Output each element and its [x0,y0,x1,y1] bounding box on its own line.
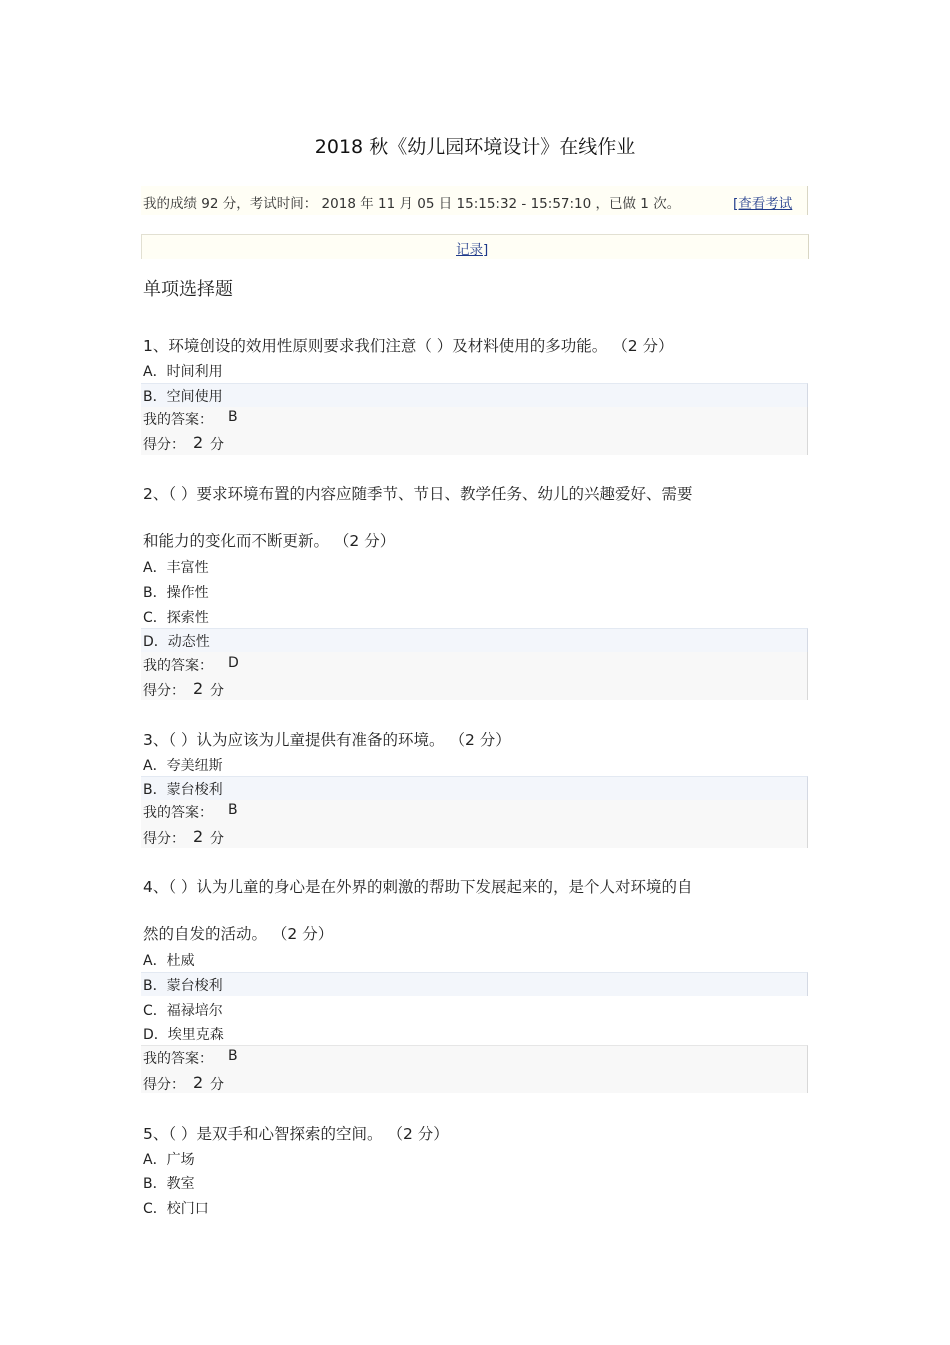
question-1-score-value: 2 [193,433,204,452]
question-2-option-a: A．丰富性 [143,560,209,576]
question-2-option-c: C．探索性 [143,610,209,626]
question-4-score-label: 得分： [143,1077,185,1093]
question-4-score-unit: 分 [210,1077,224,1093]
question-1-option-b: B．空间使用 [143,389,223,405]
question-1-text: 1、环境创设的效用性原则要求我们注意（ ）及材料使用的多功能。 （2 分） [143,337,674,355]
question-3-score-value: 2 [193,827,204,846]
question-1-answer-box [141,407,808,455]
question-5-text: 5、（ ）是双手和心智探索的空间。 （2 分） [143,1125,449,1143]
question-2-my-answer: D [228,655,239,671]
question-1-answer-label: 我的答案： [143,412,213,428]
question-4-selected-highlight [141,972,808,996]
question-5-option-b: B．教室 [143,1176,195,1192]
question-4-text-line1: 4、（ ）认为儿童的身心是在外界的刺激的帮助下发展起来的，是个人对环境的自 [143,878,693,896]
question-3-selected-highlight [141,776,808,801]
question-2-score-unit: 分 [210,683,224,699]
view-exam-records-link[interactable]: [查看考试 [733,196,793,212]
view-exam-records-link-continued[interactable]: 记录] [456,242,489,258]
question-4-option-a: A．杜威 [143,953,195,969]
question-3-score-label: 得分： [143,831,185,847]
question-4-option-c: C．福禄培尔 [143,1003,223,1019]
question-3-option-b: B．蒙台梭利 [143,782,223,798]
question-2-option-b: B．操作性 [143,585,209,601]
question-3-answer-label: 我的答案： [143,805,213,821]
section-heading: 单项选择题 [143,279,233,300]
question-2-text-line1: 2、（ ）要求环境布置的内容应随季节、节日、教学任务、幼儿的兴趣爱好、需要 [143,485,693,503]
question-4-text-line2: 然的自发的活动。 （2 分） [143,925,334,943]
score-info-text: 我的成绩 92 分，考试时间： 2018 年 11 月 05 日 15:15:32 - 15:57:10 ，已做 1 次。 [143,196,681,212]
question-1-score-label: 得分： [143,437,185,453]
question-5-option-a: A．广场 [143,1152,195,1168]
question-4-option-d: D．埃里克森 [143,1027,224,1043]
question-2-option-d: D．动态性 [143,634,210,650]
question-3-my-answer: B [228,802,238,818]
question-4-my-answer: B [228,1048,238,1064]
question-2-text-line2: 和能力的变化而不断更新。 （2 分） [143,532,396,550]
question-2-answer-box [141,652,808,700]
question-1-option-a: A．时间利用 [143,364,223,380]
page-title: 2018 秋《幼儿园环境设计》在线作业 [314,136,636,158]
question-4-answer-label: 我的答案： [143,1051,213,1067]
question-4-option-b: B．蒙台梭利 [143,978,223,994]
question-3-text: 3、（ ）认为应该为儿童提供有准备的环境。 （2 分） [143,731,511,749]
question-3-option-a: A．夸美纽斯 [143,758,223,774]
question-4-score-value: 2 [193,1073,204,1092]
question-1-selected-highlight [141,383,808,408]
question-3-score-unit: 分 [210,831,224,847]
question-3-answer-box [141,800,808,848]
question-2-selected-highlight [141,628,808,653]
question-1-score-unit: 分 [210,437,224,453]
question-2-score-label: 得分： [143,683,185,699]
question-2-answer-label: 我的答案： [143,658,213,674]
question-4-answer-box [141,1045,808,1093]
question-1-my-answer: B [228,409,238,425]
question-5-option-c: C．校门口 [143,1201,209,1217]
question-2-score-value: 2 [193,679,204,698]
